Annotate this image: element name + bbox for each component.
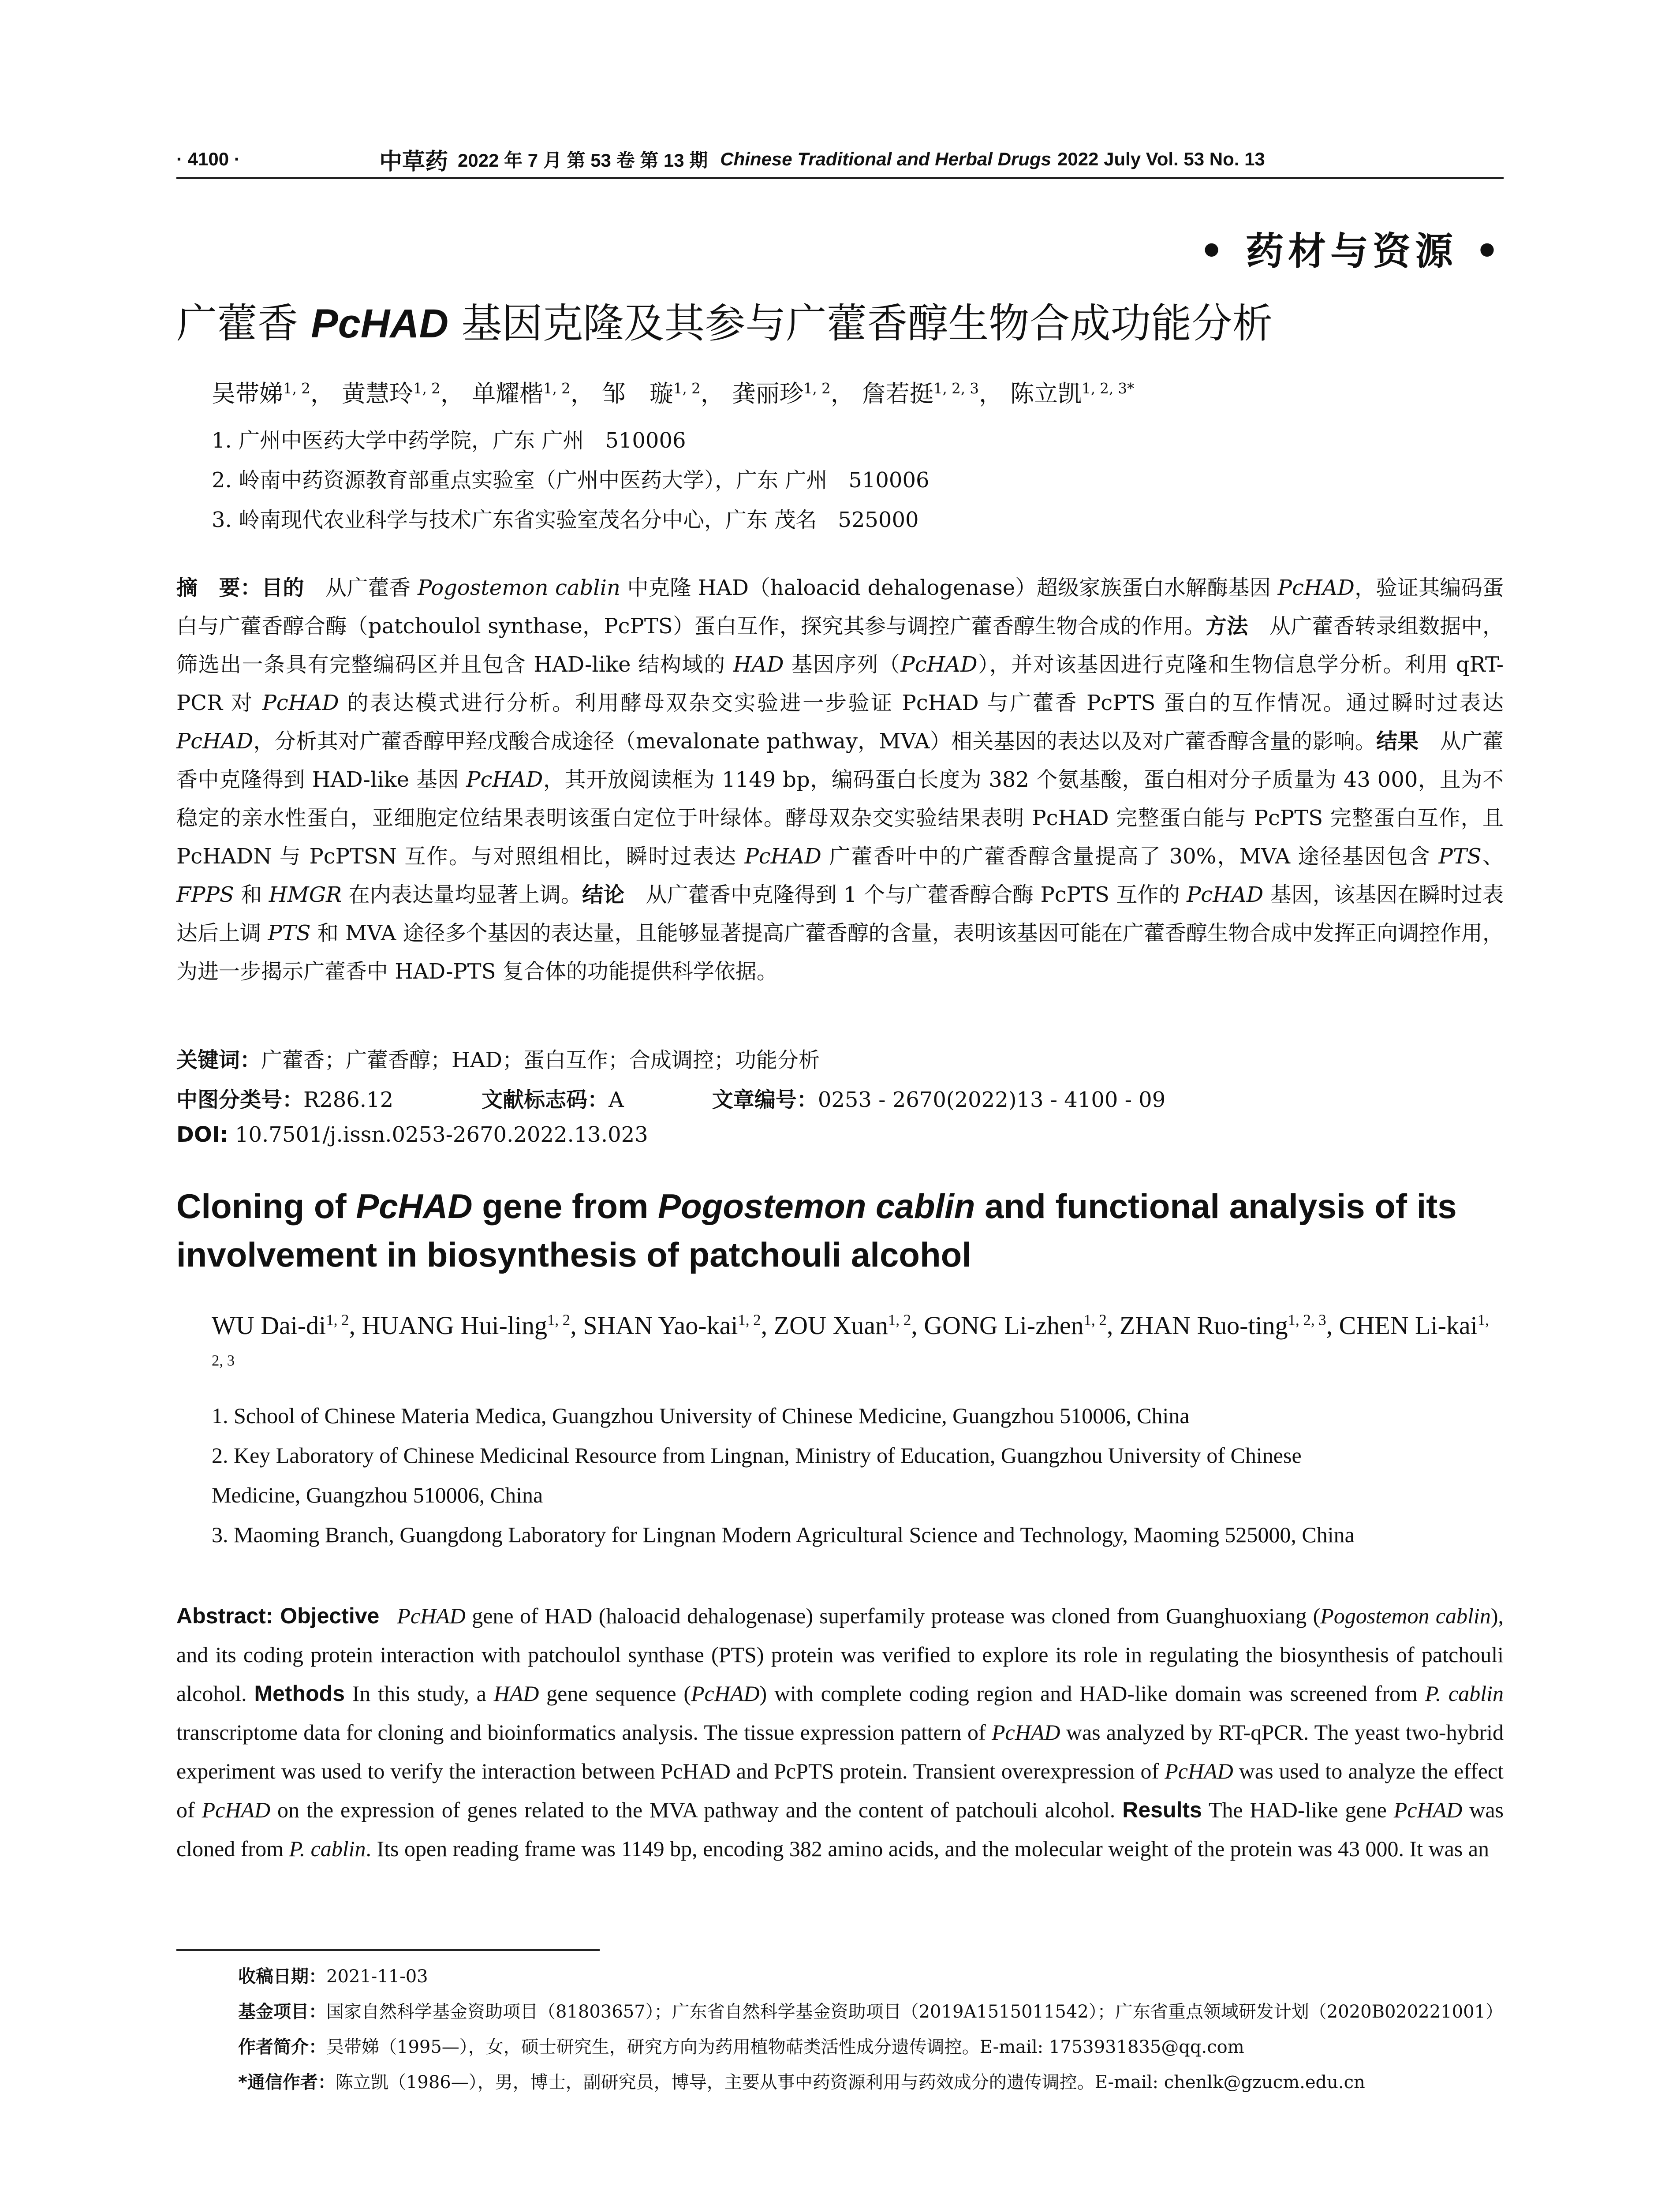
journal-name-en: Chinese Traditional and Herbal Drugs: [720, 149, 1051, 169]
author-cn: 吴带娣$^{1, 2}$，: [212, 380, 334, 407]
section-tag: • 药材与资源 •: [1199, 229, 1504, 273]
journal-name-cn: 中草药: [379, 148, 448, 175]
results-label-en: Results: [1122, 1798, 1202, 1822]
author-en: GONG Li-zhen$^{1, 2}$,: [924, 1311, 1120, 1340]
methods-label-en: Methods: [254, 1681, 345, 1706]
author-cn: 龚丽珍$^{1, 2}$，: [732, 380, 855, 407]
author-cn: 邹 璇$^{1, 2}$，: [601, 380, 724, 407]
author-en: WU Dai-di$^{1, 2}$,: [212, 1311, 362, 1340]
footnote-author-bio: 作者简介：吴带娣（1995—），女，硕士研究生，研究方向为药用植物萜类活性成分遗传调控。E-mail: 1753931835@qq.com: [238, 2037, 1244, 2057]
footnote-received: 收稿日期：2021-11-03: [238, 1966, 428, 1987]
affiliation-cn-2: 2. 岭南中药资源教育部重点实验室（广州中医药大学），广东 广州 510006: [212, 468, 930, 493]
author-en: ZHAN Ruo-ting$^{1, 2, 3}$,: [1119, 1311, 1339, 1340]
classification: 中图分类号：R286.12 文献标志码：A 文章编号：0253 - 2670(2022)13 - 4100 - 09: [176, 1088, 1166, 1112]
keywords: 关键词：广藿香；广藿香醇；HAD；蛋白互作；合成调控；功能分析: [176, 1048, 820, 1073]
title-cn-part: 基因克隆及其参与广藿香醇生物合成功能分析: [448, 300, 1273, 347]
affiliation-cn-3: 3. 岭南现代农业科学与技术广东省实验室茂名分中心，广东 茂名 525000: [212, 508, 919, 532]
affiliation-cn-1: 1. 广州中医药大学中药学院，广东 广州 510006: [212, 428, 686, 453]
running-header: [176, 142, 1504, 176]
objective-label: 目的: [261, 576, 304, 600]
title-en: Cloning of PcHAD gene from Pogostemon cablin and functional analysis of its involvement in biosynthesis of patchouli alcohol: [176, 1187, 1457, 1274]
affiliation-en-2-cont: Medicine, Guangzhou 510006, China: [212, 1483, 543, 1507]
author-cn: 陈立凯$^{1, 2, 3*}$: [1010, 380, 1135, 407]
author-cn: 詹若挺$^{1, 2, 3}$，: [862, 380, 1003, 407]
methods-label: 方法: [1205, 614, 1248, 639]
abstract-cn-label: 摘 要：: [176, 576, 262, 600]
authors-cn: [212, 375, 1134, 409]
author-en: SHAN Yao-kai$^{1, 2}$,: [583, 1311, 774, 1340]
author-cn: 单耀楷$^{1, 2}$，: [471, 380, 594, 407]
abstract-cn: 摘 要：目的 从广藿香 Pogostemon cablin 中克隆 HAD（haloacid dehalogenase）超级家族蛋白水解酶基因 PcHAD，验证其编码蛋白与广藿香醇合酶（patchoulol synthase，PcPTS）蛋白互作，探究其参与调控广藿香醇生物合成的作用。方法 从广藿香转录组数据中，筛选出一条具有完整编码区并且包含 HAD-like 结构域的 HAD 基因序列（PcHAD），并对该基因进行克隆和生物信息学分析。利用 qRT-PCR 对 PcHAD 的表达模式进行分析。利用酵母双杂交实验进一步验证 PcHAD 与广藿香 PcPTS 蛋白的互作情况。通过瞬时过表达 PcHAD，分析其对广藿香醇甲羟戊酸合成途径（mevalonate pathway，MVA）相关基因的表达以及对广藿香醇含量的影响。结果 从广藿香中克隆得到 HAD-like 基因 PcHAD，其开放阅读框为 1149 bp，编码蛋白长度为 382 个氨基酸，蛋白相对分子质量为 43 000，且为不稳定的亲水性蛋白，亚细胞定位结果表明该蛋白定位于叶绿体。酵母双杂交实验结果表明 PcHAD 完整蛋白能与 PcPTS 完整蛋白互作，且 PcHADN 与 PcPTSN 互作。与对照组相比，瞬时过表达 PcHAD 广藿香叶中的广藿香醇含量提高了 30%，MVA 途径基因包含 PTS、FPPS 和 HMGR 在内表达量均显著上调。结论 从广藿香中克隆得到 1 个与广藿香醇合酶 PcPTS 互作的 PcHAD 基因，该基因在瞬时过表达后上调 PTS 和 MVA 途径多个基因的表达量，且能够显著提高广藿香醇的含量，表明该基因可能在广藿香醇生物合成中发挥正向调控作用，为进一步揭示广藿香中 HAD-PTS 复合体的功能提供科学依据。: [176, 576, 1504, 984]
conclusion-label: 结论: [582, 882, 625, 907]
results-label: 结果: [1376, 729, 1419, 754]
affiliation-en-2: 2. Key Laboratory of Chinese Medicinal Resource from Lingnan, Ministry of Education, Guangzhou University of Chinese: [212, 1443, 1302, 1468]
doi: DOI: 10.7501/j.issn.0253-2670.2022.13.023: [176, 1122, 648, 1147]
abstract-en-label: Abstract: Objective: [176, 1603, 380, 1628]
affiliation-en-1: 1. School of Chinese Materia Medica, Guangzhou University of Chinese Medicine, Guangzhou 510006, China: [212, 1403, 1190, 1428]
footnote-funding: 基金项目：国家自然科学基金资助项目（81803657）；广东省自然科学基金资助项目（2019A1515011542）；广东省重点领域研发计划（2020B020221001）: [238, 2002, 1504, 2022]
title-cn-part: 广藿香: [176, 300, 311, 347]
issue-cn: 2022 年 7 月 第 53 卷 第 13 期: [458, 150, 708, 171]
title-cn: [176, 291, 1504, 349]
page-number: · 4100 ·: [176, 149, 240, 169]
affiliation-en-3: 3. Maoming Branch, Guangdong Laboratory for Lingnan Modern Agricultural Science and Technology, Maoming 525000, China: [212, 1522, 1355, 1547]
footnote-corresponding: *通信作者：陈立凯（1986—），男，博士，副研究员，博导，主要从事中药资源利用与药效成分的遗传调控。E-mail: chenlk@gzucm.edu.cn: [238, 2072, 1365, 2093]
title-cn-gene: PcHAD: [311, 301, 449, 346]
footnote-rule: [176, 1949, 600, 1951]
author-en: CHEN Li-kai$^{1, 2, 3}$: [212, 1311, 1489, 1369]
author-en: ZOU Xuan$^{1, 2}$,: [773, 1311, 924, 1340]
issue-en: 2022 July Vol. 53 No. 13: [1057, 149, 1265, 169]
author-en: HUANG Hui-ling$^{1, 2}$,: [362, 1311, 583, 1340]
header-rule: [176, 177, 1504, 179]
author-cn: 黄慧玲$^{1, 2}$，: [341, 380, 464, 407]
authors-en: [212, 1305, 1504, 1387]
abstract-en: Abstract: Objective PcHAD gene of HAD (haloacid dehalogenase) superfamily protease was cloned from Guanghuoxiang (Pogostemon cablin), and its coding protein interaction with patchoulol synthase (PTS) protein was verified to explore its role in regulating the biosynthesis of patchouli alcohol. Methods In this study, a HAD gene sequence (PcHAD) with complete coding region and HAD-like domain was screened from P. cablin transcriptome data for cloning and bioinformatics analysis. The tissue expression pattern of PcHAD was analyzed by RT-qPCR. The yeast two-hybrid experiment was used to verify the interaction between PcHAD and PcPTS protein. Transient overexpression of PcHAD was used to analyze the effect of PcHAD on the expression of genes related to the MVA pathway and the content of patchouli alcohol. Results The HAD-like gene PcHAD was cloned from P. cablin. Its open reading frame was 1149 bp, encoding 382 amino acids, and the molecular weight of the protein was 43 000. It was an: [176, 1603, 1504, 1861]
